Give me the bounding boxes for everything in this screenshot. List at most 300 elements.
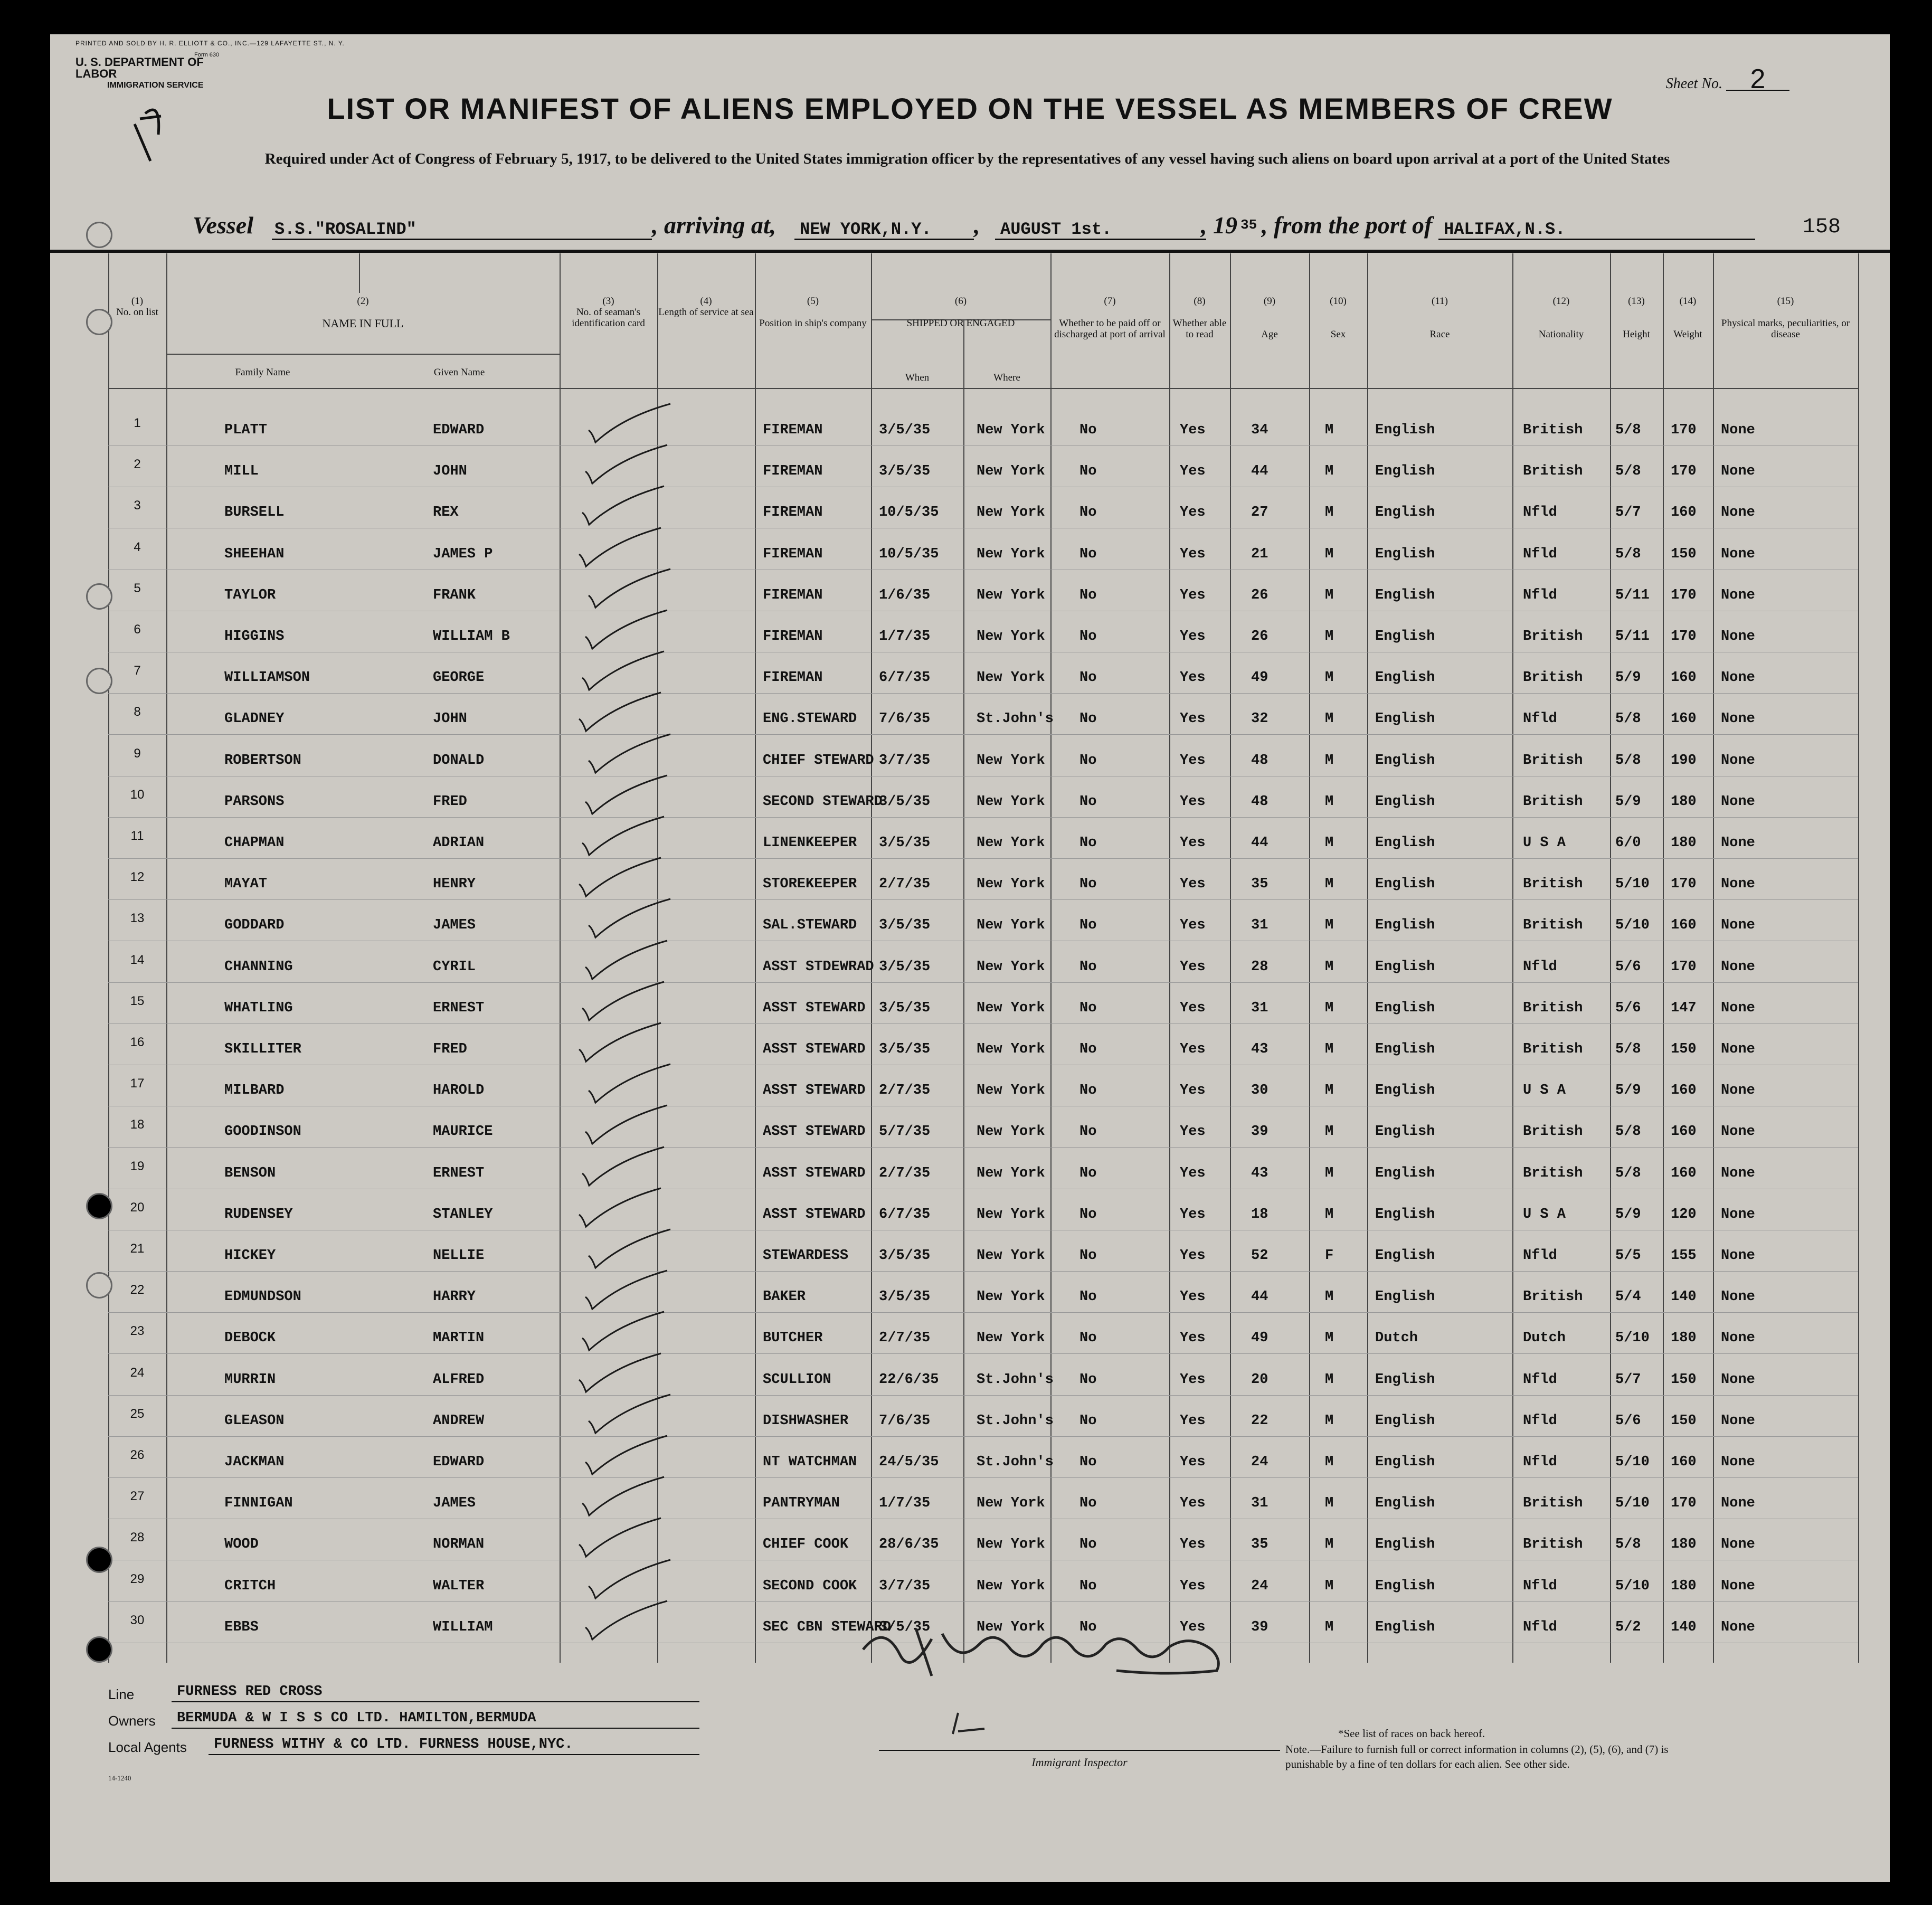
cell-sex: M [1325, 463, 1334, 480]
vessel-label: Vessel [193, 212, 253, 239]
cell-where: New York [977, 1619, 1045, 1635]
cell-weight: 170 [1671, 422, 1697, 438]
cell-read: Yes [1180, 1041, 1206, 1057]
list-number: 14 [130, 952, 145, 967]
cell-age: 28 [1251, 959, 1268, 975]
cell-paid-off: No [1079, 1495, 1097, 1512]
cell-weight: 170 [1671, 959, 1697, 975]
cell-height: 5/10 [1615, 1578, 1650, 1594]
cell-marks: None [1721, 959, 1755, 975]
cell-age: 44 [1251, 1289, 1268, 1305]
cell-weight: 190 [1671, 752, 1697, 769]
cell-nationality: Nfld [1523, 1248, 1557, 1264]
cell-given: HARRY [433, 1289, 476, 1305]
cell-where: New York [977, 1124, 1045, 1140]
cell-family: EDMUNDSON [224, 1289, 301, 1305]
cell-weight: 150 [1671, 1371, 1697, 1388]
list-number: 19 [130, 1159, 145, 1173]
list-number: 10 [130, 787, 145, 802]
list-number: 5 [134, 581, 141, 595]
signature-mark-icon [948, 1708, 990, 1739]
cell-where: New York [977, 505, 1045, 521]
cell-when: 3/5/35 [879, 1248, 931, 1264]
cell-where: New York [977, 1041, 1045, 1057]
cell-nationality: British [1523, 1000, 1583, 1016]
cell-race: English [1375, 1413, 1435, 1429]
sheet-number-label: Sheet No. [1665, 75, 1722, 92]
cell-sex: M [1325, 1041, 1334, 1057]
cell-height: 5/9 [1615, 1083, 1641, 1099]
cell-where: St.John's [977, 1371, 1054, 1388]
check-mark-icon [586, 401, 676, 449]
cell-height: 5/11 [1615, 629, 1650, 645]
cell-sex: M [1325, 1619, 1334, 1635]
cell-age: 44 [1251, 463, 1268, 480]
list-number: 7 [134, 664, 141, 678]
cell-paid-off: No [1079, 1206, 1097, 1222]
cell-height: 6/0 [1615, 835, 1641, 851]
cell-read: Yes [1180, 587, 1206, 603]
cell-paid-off: No [1079, 1578, 1097, 1594]
cell-family: DEBOCK [224, 1330, 276, 1347]
cell-sex: M [1325, 505, 1334, 521]
arrival-port: NEW YORK,N.Y. [800, 220, 932, 239]
sheet-number-field [1665, 64, 1789, 94]
cell-nationality: British [1523, 917, 1583, 934]
owners-label: Owners [108, 1713, 156, 1729]
cell-given: JOHN [433, 711, 467, 727]
cell-read: Yes [1180, 1289, 1206, 1305]
cell-read: Yes [1180, 793, 1206, 810]
cell-given: FRED [433, 1041, 467, 1057]
cell-read: Yes [1180, 876, 1206, 893]
cell-weight: 150 [1671, 1041, 1697, 1057]
header-height: (13) Height [1623, 296, 1650, 340]
cell-age: 22 [1251, 1413, 1268, 1429]
cell-when: 2/7/35 [879, 876, 931, 893]
header-id-card: (3) No. of seaman's identification card [572, 296, 645, 329]
cell-nationality: British [1523, 422, 1583, 438]
check-mark-icon [586, 896, 676, 944]
cell-height: 5/10 [1615, 1454, 1650, 1470]
cell-race: English [1375, 1083, 1435, 1099]
cell-weight: 160 [1671, 1454, 1697, 1470]
cell-race: English [1375, 1371, 1435, 1388]
cell-race: English [1375, 629, 1435, 645]
cell-family: PARSONS [224, 793, 285, 810]
cell-when: 1/6/35 [879, 587, 931, 603]
cell-when: 28/6/35 [879, 1537, 939, 1553]
list-number: 2 [134, 457, 141, 472]
binding-hole [86, 222, 112, 248]
cell-given: WILLIAM B [433, 629, 510, 645]
cell-position: FIREMAN [763, 629, 823, 645]
cell-family: BURSELL [224, 505, 285, 521]
cell-sex: M [1325, 1165, 1334, 1181]
cell-nationality: British [1523, 1289, 1583, 1305]
cell-when: 2/7/35 [879, 1165, 931, 1181]
cell-given: GEORGE [433, 670, 485, 686]
cell-read: Yes [1180, 917, 1206, 934]
cell-nationality: Nfld [1523, 546, 1557, 562]
cell-weight: 160 [1671, 1165, 1697, 1181]
cell-nationality: U S A [1523, 1206, 1566, 1222]
cell-position: FIREMAN [763, 463, 823, 480]
cell-when: 3/5/35 [879, 463, 931, 480]
cell-weight: 180 [1671, 835, 1697, 851]
cell-nationality: British [1523, 752, 1583, 769]
cell-nationality: British [1523, 463, 1583, 480]
cell-marks: None [1721, 752, 1755, 769]
cell-given: DONALD [433, 752, 485, 769]
cell-position: ENG.STEWARD [763, 711, 857, 727]
cell-age: 21 [1251, 546, 1268, 562]
cell-nationality: British [1523, 629, 1583, 645]
cell-height: 5/8 [1615, 1537, 1641, 1553]
binding-hole [86, 583, 112, 610]
cell-age: 48 [1251, 752, 1268, 769]
cell-given: ADRIAN [433, 835, 485, 851]
cell-given: STANLEY [433, 1206, 493, 1222]
cell-nationality: British [1523, 1495, 1583, 1512]
binding-hole [86, 1272, 112, 1299]
check-mark-icon [580, 814, 669, 861]
list-number: 24 [130, 1365, 145, 1380]
list-number: 25 [130, 1406, 145, 1421]
cell-height: 5/8 [1615, 1041, 1641, 1057]
check-mark-icon [576, 1515, 666, 1563]
cell-nationality: U S A [1523, 1083, 1566, 1099]
cell-weight: 160 [1671, 505, 1697, 521]
check-mark-icon [576, 1020, 666, 1068]
cell-position: ASST STEWARD [763, 1000, 866, 1016]
cell-given: ANDREW [433, 1413, 485, 1429]
cell-marks: None [1721, 505, 1755, 521]
cell-family: GLEASON [224, 1413, 285, 1429]
cell-marks: None [1721, 463, 1755, 480]
cell-position: ASST STEWARD [763, 1124, 866, 1140]
cell-given: EDWARD [433, 422, 485, 438]
cell-when: 3/5/35 [879, 1041, 931, 1057]
cell-paid-off: No [1079, 629, 1097, 645]
cell-age: 31 [1251, 917, 1268, 934]
list-number: 13 [130, 911, 145, 926]
cell-where: New York [977, 463, 1045, 480]
cell-marks: None [1721, 835, 1755, 851]
cell-family: TAYLOR [224, 587, 276, 603]
cell-family: EBBS [224, 1619, 259, 1635]
cell-race: English [1375, 1495, 1435, 1512]
cell-read: Yes [1180, 1371, 1206, 1388]
cell-where: New York [977, 1165, 1045, 1181]
cell-when: 10/5/35 [879, 546, 939, 562]
from-port-label: , from the port of [1262, 212, 1433, 239]
cell-marks: None [1721, 1578, 1755, 1594]
cell-when: 7/6/35 [879, 1413, 931, 1429]
cell-given: MARTIN [433, 1330, 485, 1347]
cell-height: 5/10 [1615, 1495, 1650, 1512]
header-where: Where [993, 372, 1020, 383]
cell-weight: 170 [1671, 587, 1697, 603]
cell-read: Yes [1180, 959, 1206, 975]
list-number: 17 [130, 1076, 145, 1091]
cell-sex: M [1325, 629, 1334, 645]
list-number: 23 [130, 1324, 145, 1339]
cell-race: English [1375, 1206, 1435, 1222]
cell-read: Yes [1180, 670, 1206, 686]
cell-where: New York [977, 959, 1045, 975]
cell-read: Yes [1180, 546, 1206, 562]
cell-where: St.John's [977, 1454, 1054, 1470]
cell-family: MURRIN [224, 1371, 276, 1388]
cell-where: New York [977, 1289, 1045, 1305]
cell-position: FIREMAN [763, 546, 823, 562]
document-subtitle: Required under Act of Congress of February 5, 1917, to be delivered to the United States immigration officer by the representatives of any vessel having such aliens on board upon arrival at a port of the United States [264, 150, 1670, 167]
cell-family: WHATLING [224, 1000, 293, 1016]
document-title: LIST OR MANIFEST OF ALIENS EMPLOYED ON THE VESSEL AS MEMBERS OF CREW [327, 92, 1613, 125]
cell-given: EDWARD [433, 1454, 485, 1470]
cell-when: 3/5/35 [879, 835, 931, 851]
cell-position: STEWARDESS [763, 1248, 849, 1264]
cell-family: FINNIGAN [224, 1495, 293, 1512]
cell-weight: 180 [1671, 1578, 1697, 1594]
check-mark-icon [580, 1144, 669, 1192]
cell-race: English [1375, 711, 1435, 727]
cell-age: 39 [1251, 1124, 1268, 1140]
cell-position: STOREKEEPER [763, 876, 857, 893]
cell-nationality: British [1523, 793, 1583, 810]
cell-height: 5/6 [1615, 959, 1641, 975]
cell-height: 5/8 [1615, 711, 1641, 727]
cell-read: Yes [1180, 752, 1206, 769]
check-mark-icon [576, 690, 666, 737]
cell-nationality: British [1523, 1124, 1583, 1140]
cell-sex: M [1325, 876, 1334, 893]
header-physical-marks: (15) Physical marks, peculiarities, or disease [1721, 296, 1850, 340]
cell-age: 48 [1251, 793, 1268, 810]
check-mark-icon [583, 773, 673, 820]
cell-family: HICKEY [224, 1248, 276, 1264]
cell-nationality: Nfld [1523, 587, 1557, 603]
cell-when: 3/5/35 [879, 959, 931, 975]
cell-marks: None [1721, 629, 1755, 645]
cell-paid-off: No [1079, 505, 1097, 521]
cell-paid-off: No [1079, 1165, 1097, 1181]
form-number: Form 630 [194, 52, 220, 58]
list-number: 6 [134, 622, 141, 637]
cell-when: 1/7/35 [879, 1495, 931, 1512]
cell-race: English [1375, 1248, 1435, 1264]
crew-table [108, 253, 1858, 1663]
cell-given: ALFRED [433, 1371, 485, 1388]
check-mark-icon [586, 1227, 676, 1274]
cell-where: New York [977, 1495, 1045, 1512]
cell-position: ASST STEWARD [763, 1041, 866, 1057]
cell-nationality: Nfld [1523, 1619, 1557, 1635]
check-mark-icon [576, 525, 666, 573]
cell-height: 5/10 [1615, 1330, 1650, 1347]
cell-read: Yes [1180, 1578, 1206, 1594]
cell-family: MAYAT [224, 876, 268, 893]
cell-height: 5/10 [1615, 917, 1650, 934]
vessel-name: S.S."ROSALIND" [274, 220, 416, 239]
cell-where: New York [977, 1578, 1045, 1594]
list-number: 21 [130, 1241, 145, 1256]
cell-height: 5/9 [1615, 1206, 1641, 1222]
cell-position: FIREMAN [763, 505, 823, 521]
cell-height: 5/7 [1615, 1371, 1641, 1388]
cell-when: 3/5/35 [879, 1619, 931, 1635]
cell-sex: M [1325, 587, 1334, 603]
cell-where: New York [977, 876, 1045, 893]
cell-read: Yes [1180, 1454, 1206, 1470]
cell-position: BAKER [763, 1289, 806, 1305]
cell-race: English [1375, 876, 1435, 893]
check-mark-icon [583, 1268, 673, 1315]
cell-weight: 170 [1671, 629, 1697, 645]
cell-family: GOODINSON [224, 1124, 301, 1140]
list-number: 22 [130, 1283, 145, 1297]
cell-when: 3/5/35 [879, 1000, 931, 1016]
list-number: 1 [134, 416, 141, 430]
cell-nationality: British [1523, 1041, 1583, 1057]
cell-paid-off: No [1079, 1248, 1097, 1264]
cell-paid-off: No [1079, 959, 1097, 975]
cell-marks: None [1721, 1619, 1755, 1635]
list-number: 3 [134, 498, 141, 513]
cell-marks: None [1721, 917, 1755, 934]
cell-read: Yes [1180, 1083, 1206, 1099]
cell-where: New York [977, 917, 1045, 934]
check-mark-icon [576, 1186, 666, 1233]
cell-read: Yes [1180, 422, 1206, 438]
cell-weight: 160 [1671, 711, 1697, 727]
cell-marks: None [1721, 670, 1755, 686]
cell-paid-off: No [1079, 587, 1097, 603]
cell-weight: 180 [1671, 1330, 1697, 1347]
header-shipped: (6) SHIPPED OR ENGAGED [906, 296, 1015, 329]
cell-marks: None [1721, 1124, 1755, 1140]
check-mark-icon [576, 1351, 666, 1398]
cell-height: 5/8 [1615, 1165, 1641, 1181]
check-mark-icon [580, 1474, 669, 1522]
cell-height: 5/8 [1615, 463, 1641, 480]
list-number: 4 [134, 539, 141, 554]
check-mark-icon [580, 484, 669, 531]
cell-nationality: British [1523, 876, 1583, 893]
cell-where: New York [977, 1083, 1045, 1099]
cell-when: 2/7/35 [879, 1330, 931, 1347]
races-note: *See list of races on back hereof. [1338, 1727, 1485, 1740]
check-mark-icon [583, 1103, 673, 1150]
cell-where: New York [977, 629, 1045, 645]
header-service-length: (4) Length of service at sea [658, 296, 754, 318]
cell-nationality: Nfld [1523, 505, 1557, 521]
check-mark-icon [586, 1392, 676, 1439]
cell-given: HAROLD [433, 1083, 485, 1099]
cell-marks: None [1721, 1000, 1755, 1016]
cell-sex: M [1325, 1454, 1334, 1470]
cell-nationality: Nfld [1523, 711, 1557, 727]
cell-given: MAURICE [433, 1124, 493, 1140]
local-agents-value: FURNESS WITHY & CO LTD. FURNESS HOUSE,NYC. [214, 1737, 573, 1752]
check-mark-icon [586, 732, 676, 779]
cell-given: JAMES [433, 1495, 476, 1512]
cell-given: FRANK [433, 587, 476, 603]
cell-when: 3/5/35 [879, 1289, 931, 1305]
cell-position: CHIEF STEWARD [763, 752, 874, 769]
cell-position: SCULLION [763, 1371, 831, 1388]
cell-race: English [1375, 959, 1435, 975]
cell-family: GLADNEY [224, 711, 285, 727]
cell-marks: None [1721, 1248, 1755, 1264]
list-number: 8 [134, 705, 141, 719]
cell-height: 5/11 [1615, 587, 1650, 603]
cell-marks: None [1721, 1330, 1755, 1347]
binding-hole [86, 1193, 112, 1219]
cell-race: English [1375, 1041, 1435, 1057]
cell-when: 5/7/35 [879, 1124, 931, 1140]
cell-position: SAL.STEWARD [763, 917, 857, 934]
cell-given: NORMAN [433, 1537, 485, 1553]
cell-family: CRITCH [224, 1578, 276, 1594]
cell-weight: 140 [1671, 1619, 1697, 1635]
list-number: 9 [134, 746, 141, 761]
cell-age: 39 [1251, 1619, 1268, 1635]
check-mark-icon [580, 649, 669, 696]
list-number: 27 [130, 1489, 145, 1504]
cell-paid-off: No [1079, 1124, 1097, 1140]
cell-family: JACKMAN [224, 1454, 285, 1470]
cell-family: HIGGINS [224, 629, 285, 645]
cell-position: DISHWASHER [763, 1413, 849, 1429]
page-stamp-number: 158 [1803, 215, 1841, 239]
cell-given: REX [433, 505, 459, 521]
cell-age: 43 [1251, 1165, 1268, 1181]
cell-height: 5/6 [1615, 1413, 1641, 1429]
check-mark-icon [583, 1598, 673, 1646]
line-value: FURNESS RED CROSS [177, 1684, 323, 1700]
cell-where: New York [977, 1248, 1045, 1264]
header-given-name: Given Name [433, 367, 485, 378]
cell-race: English [1375, 422, 1435, 438]
cell-read: Yes [1180, 1248, 1206, 1264]
cell-age: 35 [1251, 876, 1268, 893]
binding-hole [86, 309, 112, 335]
cell-sex: M [1325, 1537, 1334, 1553]
cell-read: Yes [1180, 629, 1206, 645]
cell-read: Yes [1180, 1619, 1206, 1635]
header-able-to-read: (8) Whether able to read [1172, 296, 1227, 340]
header-family-name: Family Name [235, 367, 290, 378]
cell-given: CYRIL [433, 959, 476, 975]
cell-paid-off: No [1079, 711, 1097, 727]
cell-paid-off: No [1079, 1083, 1097, 1099]
cell-read: Yes [1180, 711, 1206, 727]
cell-where: New York [977, 546, 1045, 562]
cell-when: 3/7/35 [879, 1578, 931, 1594]
cell-when: 3/7/35 [879, 752, 931, 769]
cell-age: 35 [1251, 1537, 1268, 1553]
cell-marks: None [1721, 1413, 1755, 1429]
cell-marks: None [1721, 422, 1755, 438]
cell-read: Yes [1180, 463, 1206, 480]
cell-position: FIREMAN [763, 422, 823, 438]
cell-age: 43 [1251, 1041, 1268, 1057]
cell-marks: None [1721, 1165, 1755, 1181]
cell-sex: M [1325, 1330, 1334, 1347]
cell-sex: M [1325, 1289, 1334, 1305]
